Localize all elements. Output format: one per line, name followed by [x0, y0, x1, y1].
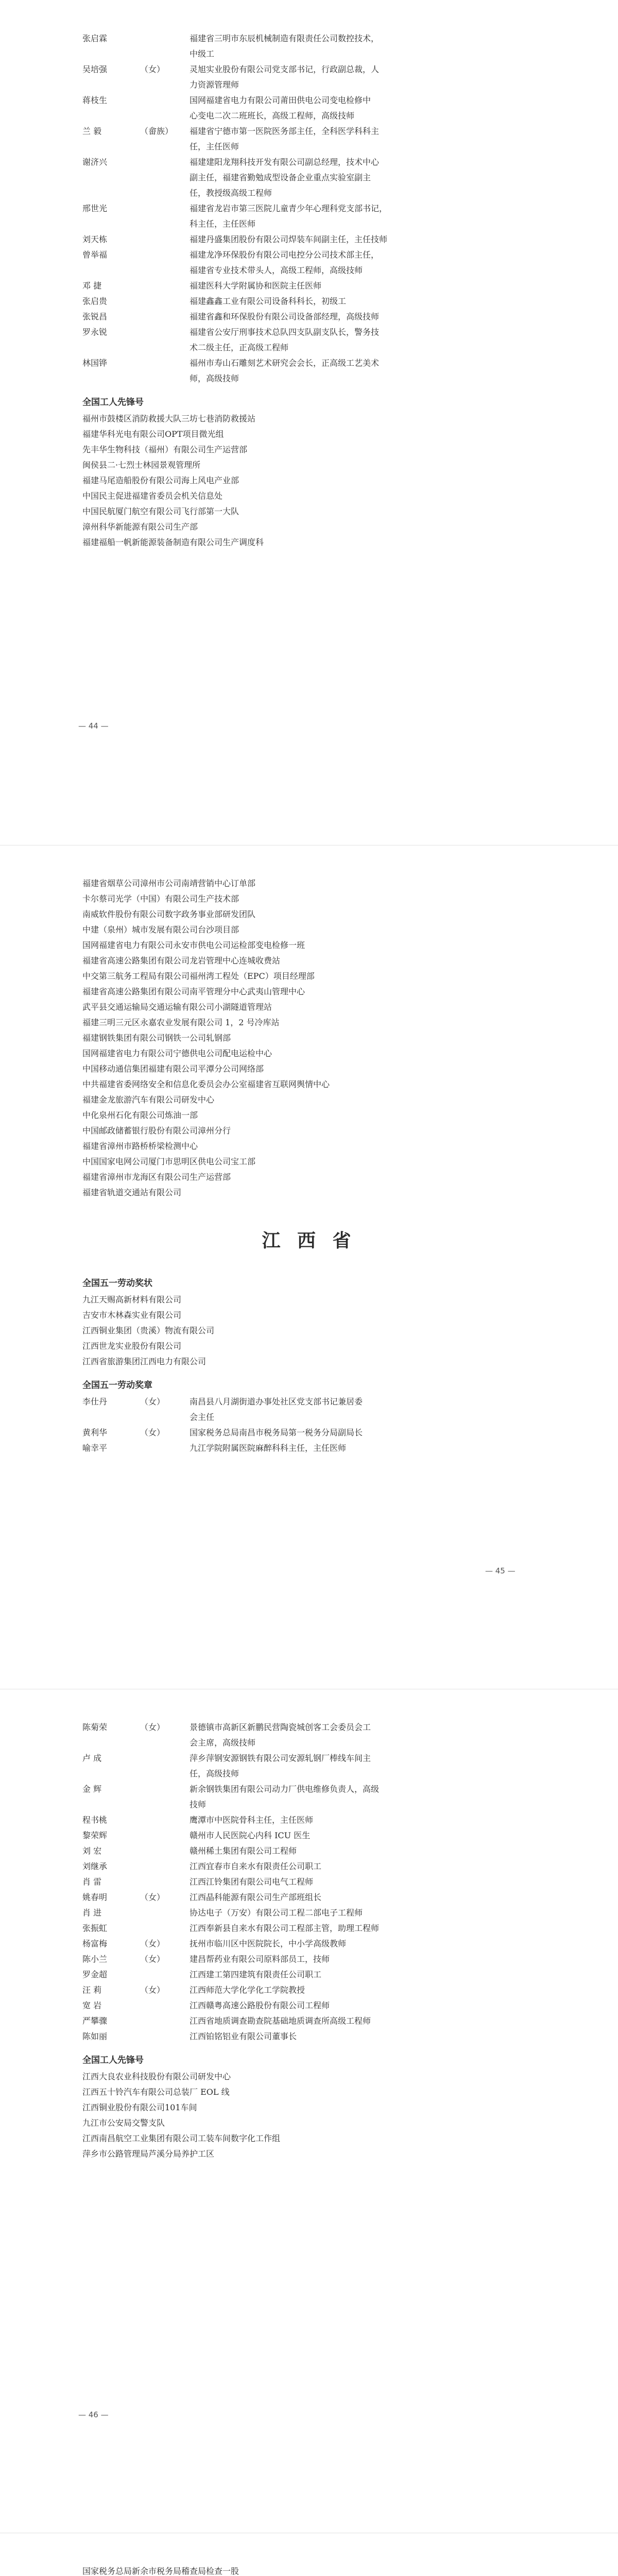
- honoree-description: 福建鑫鑫工业有限公司设备科科长，初级工: [190, 296, 347, 306]
- honoree-entry: [82, 2029, 536, 2044]
- organization-line: 国家税务总局新余市税务局稽查局检查一股: [82, 2566, 239, 2576]
- organization-line: 南威软件股份有限公司数字政务事业部研发团队: [82, 909, 256, 919]
- honoree-entry: [82, 1394, 536, 1410]
- honoree-note: [140, 1967, 190, 1982]
- organization-line: 福建省高速公路集团有限公司龙岩管理中心连城收费站: [82, 956, 281, 965]
- honoree-entry: [82, 1843, 536, 1859]
- honoree-description: 江西师范大学化学化工学院教授: [190, 1985, 305, 1995]
- honoree-entry: [82, 1440, 536, 1456]
- honoree-note: （女）: [140, 1954, 165, 1964]
- honoree-name: 邓 捷: [82, 281, 102, 291]
- honoree-entry: [82, 232, 536, 247]
- honoree-entry: [82, 155, 536, 170]
- honoree-description-continued: 副主任，福建省勤勉成型设备企业重点实验室副主: [190, 173, 371, 182]
- organization-line: 中共福建省委网络安全和信息化委员会办公室福建省互联网舆情中心: [82, 1079, 330, 1089]
- page-44-content: [82, 31, 536, 550]
- honoree-description: 江西省地质调查勘查院基础地质调查所高级工程师: [190, 2016, 371, 2026]
- honoree-name: 严攀骤: [82, 2016, 108, 2026]
- honoree-description: 国家税务总局南昌市税务局第一税务分局副局长: [190, 1428, 363, 1437]
- honoree-entry: [82, 247, 536, 263]
- honoree-description: 江西宜春市自来水有限责任公司职工: [190, 1861, 322, 1871]
- honoree-note: [140, 1921, 190, 1936]
- honoree-entry: [82, 93, 536, 108]
- organization-line: 江西铜业集团（贵溪）物流有限公司: [82, 1326, 215, 1335]
- honoree-name: 刘 宏: [82, 1846, 102, 1856]
- honoree-note: （畲族）: [140, 126, 174, 136]
- honoree-note: [140, 155, 190, 170]
- honoree-description-continued: 中级工: [190, 49, 215, 59]
- honoree-entry: [82, 1859, 536, 1874]
- honoree-note: （女）: [140, 1985, 165, 1995]
- honoree-note: [140, 1751, 190, 1766]
- honoree-name: 曾举福: [82, 250, 108, 260]
- pioneer-team-list: [82, 2564, 536, 2576]
- organization-line: 福州市鼓楼区消防救援大队三坊七巷消防救援站: [82, 414, 256, 423]
- honoree-note: [140, 2013, 190, 2029]
- honoree-note: [140, 278, 190, 294]
- organization-line: 福建省漳州市龙海区有限公司生产运营部: [82, 1172, 231, 1182]
- honoree-entry: [82, 1952, 536, 1967]
- honoree-entry: [82, 124, 536, 139]
- organization-line: 先丰华生物科技（福州）有限公司生产运营部: [82, 445, 248, 454]
- honoree-note: [140, 1812, 190, 1828]
- honoree-entry: [82, 1720, 536, 1735]
- organization-line: 福建华科光电有限公司OPT项目微光组: [82, 429, 224, 439]
- organization-line: 福建三明三元区永嘉农业发展有限公司 1，2 号冷库站: [82, 1018, 280, 1027]
- organization-line: 福建省漳州市路桥桥梁检测中心: [82, 1141, 198, 1151]
- organization-line: 萍乡市公路管理局芦溪分局养护工区: [82, 2149, 215, 2159]
- page-number: — 45 —: [485, 1566, 516, 1575]
- honoree-note: （女）: [140, 1722, 165, 1732]
- organization-line: 中国国家电网公司厦门市思明区供电公司宝工部: [82, 1157, 256, 1166]
- honoree-description: 福建丹盛集团股份有限公司焊装车间副主任，主任技师: [190, 234, 388, 244]
- page-number: — 46 —: [78, 2410, 109, 2419]
- honoree-note: [140, 355, 190, 371]
- honoree-note: [140, 201, 190, 216]
- honoree-description-continued: 心变电二次二班班长，高级工程师，高级技师: [190, 111, 355, 121]
- honoree-note: （女）: [140, 1428, 165, 1437]
- honoree-entry: [82, 294, 536, 309]
- honoree-description: 福建省鑫和环保股份有限公司设备部经理，高级技师: [190, 312, 380, 321]
- honoree-note: （女）: [140, 1939, 165, 1948]
- honoree-description: 赣州稀土集团有限公司工程师: [190, 1846, 297, 1856]
- honoree-description: 福建省宁德市第一医院医务部主任，全科医学科科主: [190, 126, 380, 136]
- province-title: 江 西 省: [262, 1230, 356, 1251]
- organization-line: 漳州科华新能源有限公司生产部: [82, 522, 198, 532]
- section-heading-pioneer: 全国工人先锋号: [82, 2055, 144, 2065]
- organization-line: 江西五十铃汽车有限公司总装厂 EOL 线: [82, 2087, 230, 2097]
- honoree-name: 刘天栋: [82, 234, 108, 244]
- honoree-entry: [82, 62, 536, 77]
- honoree-name: 李仕丹: [82, 1397, 108, 1406]
- honoree-name: 肖 雷: [82, 1877, 102, 1887]
- pioneer-team-list: [82, 876, 536, 1200]
- honoree-name: 喻幸平: [82, 1443, 108, 1453]
- honoree-note: [140, 1828, 190, 1843]
- honoree-description-continued: 科主任，主任医师: [190, 219, 256, 229]
- honoree-description-continued: 会主任: [190, 1412, 215, 1422]
- honoree-description: 福建建阳龙翔科技开发有限公司副总经理，技术中心: [190, 157, 380, 167]
- honoree-entry: [82, 325, 536, 340]
- organization-line: 中国移动通信集团福建有限公司平潭分公司网络部: [82, 1064, 264, 1074]
- organization-line: 国网福建省电力有限公司宁德供电公司配电运检中心: [82, 1048, 272, 1058]
- honoree-entry: [82, 31, 536, 46]
- honoree-note: [140, 1843, 190, 1859]
- organization-line: 江西世龙实业股份有限公司: [82, 1341, 182, 1351]
- organization-line: 中国邮政储蓄银行股份有限公司漳州分行: [82, 1126, 231, 1136]
- honoree-description: 南昌县八月湖街道办事处社区党支部书记兼居委: [190, 1397, 363, 1406]
- section-heading-labor-certificate: 全国五一劳动奖状: [82, 1278, 152, 1289]
- honoree-description: 福建省三明市东辰机械制造有限责任公司数控技术，: [190, 33, 380, 43]
- honoree-description: 江西铂铭铝业有限公司董事长: [190, 2031, 297, 2041]
- award-medal-list: [82, 1394, 536, 1456]
- organization-line: 福建省烟草公司漳州市公司南靖营销中心订单部: [82, 878, 256, 888]
- honoree-name: 罗金超: [82, 1970, 108, 1979]
- honoree-name: 姚春明: [82, 1892, 108, 1902]
- honoree-description: 江西江铃集团有限公司电气工程师: [190, 1877, 314, 1887]
- page-45-content-lower: [82, 1267, 536, 1456]
- award-medal-list: [82, 1720, 536, 2044]
- honoree-description: 景德镇市高新区新鹏民营陶瓷城创客工会委员会工: [190, 1722, 371, 1732]
- organization-line: 中交第三航务工程局有限公司福州湾工程处（EPC）项目经理部: [82, 971, 315, 981]
- honoree-name: 陈菊荣: [82, 1722, 108, 1732]
- honoree-note: [140, 1874, 190, 1890]
- honoree-description-continued: 师，高级技师: [190, 374, 239, 383]
- honoree-name: 张锐昌: [82, 312, 108, 321]
- honoree-name: 金 辉: [82, 1784, 102, 1794]
- honoree-description: 灵旭实业股份有限公司党支部书记，行政副总裁，人: [190, 64, 380, 74]
- honoree-name: 宽 岩: [82, 2001, 102, 2010]
- honoree-entry: [82, 1782, 536, 1797]
- honoree-entry: [82, 309, 536, 325]
- honoree-name: 张启霖: [82, 33, 108, 43]
- honoree-name: 吴培强: [82, 64, 108, 74]
- honoree-note: （女）: [140, 1397, 165, 1406]
- honoree-name: 兰 毅: [82, 126, 102, 136]
- honoree-note: [140, 309, 190, 325]
- honoree-note: （女）: [140, 64, 165, 74]
- honoree-note: [140, 1998, 190, 2013]
- honoree-description: 赣州市人民医院心内科 ICU 医生: [190, 1831, 311, 1840]
- organization-line: 卡尔蔡司光学（中国）有限公司生产技术部: [82, 894, 239, 904]
- honoree-name: 刘继承: [82, 1861, 108, 1871]
- honoree-name: 肖 进: [82, 1908, 102, 1918]
- organization-line: 武平县交通运输局交通运输有限公司小湖隧道管理站: [82, 1002, 272, 1012]
- honoree-name: 张振虹: [82, 1923, 108, 1933]
- honoree-name: 林国铧: [82, 358, 108, 368]
- honoree-note: [140, 93, 190, 108]
- honoree-note: （女）: [140, 1892, 165, 1902]
- honoree-description-continued: 任，教授级高级工程师: [190, 188, 272, 198]
- organization-line: 福建福船一帆新能源装备制造有限公司生产调度科: [82, 537, 264, 547]
- honoree-description: 福建省公安厅刑事技术总队四支队副支队长，警务技: [190, 327, 380, 337]
- honoree-note: [140, 1782, 190, 1797]
- honoree-entry: [82, 1982, 536, 1998]
- honoree-description: 萍乡萍钢安源钢铁有限公司安源轧钢厂棒线车间主: [190, 1753, 371, 1763]
- honoree-entry: [82, 1425, 536, 1440]
- honoree-description: 福州市寿山石雕刻艺术研究会会长，正高级工艺美术: [190, 358, 380, 368]
- honoree-entry: [82, 1890, 536, 1905]
- organization-line: 九江天赐高新材料有限公司: [82, 1295, 182, 1304]
- honoree-description-continued: 会主席，高级技师: [190, 1738, 256, 1748]
- honoree-description: 国网福建省电力有限公司莆田供电公司变电检修中: [190, 95, 371, 105]
- organization-line: 九江市公安局交警支队: [82, 2118, 165, 2128]
- honoree-note: [140, 232, 190, 247]
- honoree-entry: [82, 1936, 536, 1952]
- page-47-content: [82, 2564, 536, 2576]
- honoree-name: 谢济兴: [82, 157, 108, 167]
- honoree-description-continued: 福建省专业技术带头人，高级工程师，高级技师: [190, 265, 363, 275]
- honoree-entry: [82, 1751, 536, 1766]
- honoree-name: 张启贵: [82, 296, 108, 306]
- honoree-description-continued: 任，高级技师: [190, 1769, 239, 1778]
- honoree-name: 黎荣辉: [82, 1831, 108, 1840]
- honoree-name: 程书桃: [82, 1815, 108, 1825]
- honoree-description: 鹰潭市中医院骨科主任，主任医师: [190, 1815, 314, 1825]
- honoree-description: 协达电子（万安）有限公司工程二部电子工程师: [190, 1908, 363, 1918]
- honoree-name: 黄利华: [82, 1428, 108, 1437]
- honoree-note: [140, 2029, 190, 2044]
- organization-line: 吉安市木林森实业有限公司: [82, 1310, 182, 1320]
- honoree-note: [140, 247, 190, 263]
- organization-line: 江西铜业股份有限公司101车间: [82, 2103, 197, 2112]
- organization-line: 闽侯县二·七烈士林园景观管理所: [82, 460, 201, 470]
- pioneer-team-list: [82, 411, 536, 550]
- honoree-entry: [82, 1905, 536, 1921]
- honoree-name: 邢世光: [82, 204, 108, 213]
- honoree-entry: [82, 201, 536, 216]
- organization-line: 中化泉州石化有限公司炼油一部: [82, 1110, 198, 1120]
- honoree-name: 蒋枝生: [82, 95, 108, 105]
- honoree-description: 江西赣粤高速公路股份有限公司工程师: [190, 2001, 330, 2010]
- honoree-entry: [82, 355, 536, 371]
- organization-line: 江西省旅游集团江西电力有限公司: [82, 1357, 207, 1366]
- honoree-name: 杨富梅: [82, 1939, 108, 1948]
- honoree-description: 江西奉新县自来水有限公司工程部主管，助理工程师: [190, 1923, 380, 1933]
- organization-line: 中国民主促进福建省委员会机关信息处: [82, 491, 223, 501]
- honoree-name: 罗永锐: [82, 327, 108, 337]
- honoree-description-continued: 术二级主任，正高级工程师: [190, 343, 289, 352]
- honoree-name: 卢 成: [82, 1753, 102, 1763]
- organization-line: 福建钢铁集团有限公司钢铁一公司轧钢部: [82, 1033, 231, 1043]
- organization-line: 福建省轨道交通站有限公司: [82, 1188, 182, 1197]
- honoree-entry: [82, 1828, 536, 1843]
- organization-line: 中国民航厦门航空有限公司飞行部第一大队: [82, 506, 239, 516]
- page-45-content: [82, 876, 536, 1200]
- honoree-description: 江西建工第四建筑有限责任公司职工: [190, 1970, 322, 1979]
- honoree-description: 江西晶科能源有限公司生产部班组长: [190, 1892, 322, 1902]
- honoree-name: 陈如丽: [82, 2031, 108, 2041]
- organization-line: 江西南昌航空工业集团有限公司工装车间数字化工作组: [82, 2133, 281, 2143]
- honoree-entry: [82, 1812, 536, 1828]
- honoree-note: [140, 294, 190, 309]
- honoree-note: [140, 1905, 190, 1921]
- pioneer-team-list: [82, 2069, 536, 2162]
- page-46-content: [82, 1720, 536, 2162]
- honoree-description: 福建龙净环保股份有限公司电控分公司技术部主任，: [190, 250, 380, 260]
- organization-line: 江西大良农业科技股份有限公司研发中心: [82, 2072, 231, 2081]
- organization-line: 福建马尾造船股份有限公司海上风电产业部: [82, 476, 239, 485]
- honoree-entry: [82, 1967, 536, 1982]
- honoree-note: [140, 31, 190, 46]
- organization-line: 中建（泉州）城市发展有限公司台沙项目部: [82, 925, 239, 935]
- honoree-description-continued: 力资源管理师: [190, 80, 239, 90]
- labor-certificate-list: [82, 1292, 536, 1369]
- honoree-description: 抚州市临川区中医院院长，中小学高级教师: [190, 1939, 347, 1948]
- organization-line: 国网福建省电力有限公司永安市供电公司运检部变电检修一班: [82, 940, 305, 950]
- organization-line: 福建省高速公路集团有限公司南平管理分中心武夷山管理中心: [82, 987, 305, 996]
- honoree-note: [140, 1859, 190, 1874]
- honoree-entry: [82, 1921, 536, 1936]
- honoree-description-continued: 技师: [190, 1800, 207, 1809]
- honoree-note: [140, 1440, 190, 1456]
- honoree-description-continued: 任，主任医师: [190, 142, 239, 151]
- honoree-entry: [82, 1874, 536, 1890]
- section-heading-labor-medal: 全国五一劳动奖章: [82, 1380, 152, 1391]
- organization-line: 福建金龙旅游汽车有限公司研发中心: [82, 1095, 215, 1105]
- honoree-name: 汪 莉: [82, 1985, 102, 1995]
- honoree-description: 福建医科大学附属协和医院主任医师: [190, 281, 322, 291]
- award-medal-list: [82, 31, 536, 386]
- section-heading-pioneer: 全国工人先锋号: [82, 397, 144, 408]
- honoree-entry: [82, 278, 536, 294]
- honoree-note: [140, 325, 190, 340]
- honoree-entry: [82, 1998, 536, 2013]
- page-number: — 44 —: [78, 721, 109, 731]
- honoree-description: 新余钢铁集团有限公司动力厂供电维修负责人，高级: [190, 1784, 380, 1794]
- honoree-description: 福建省龙岩市第三医院儿童青少年心理科党支部书记，: [190, 204, 388, 213]
- honoree-name: 陈小兰: [82, 1954, 108, 1964]
- honoree-description: 建昌帮药业有限公司原料部员工，技师: [190, 1954, 330, 1964]
- honoree-description: 九江学院附属医院麻醉科科主任，主任医师: [190, 1443, 347, 1453]
- honoree-entry: [82, 2013, 536, 2029]
